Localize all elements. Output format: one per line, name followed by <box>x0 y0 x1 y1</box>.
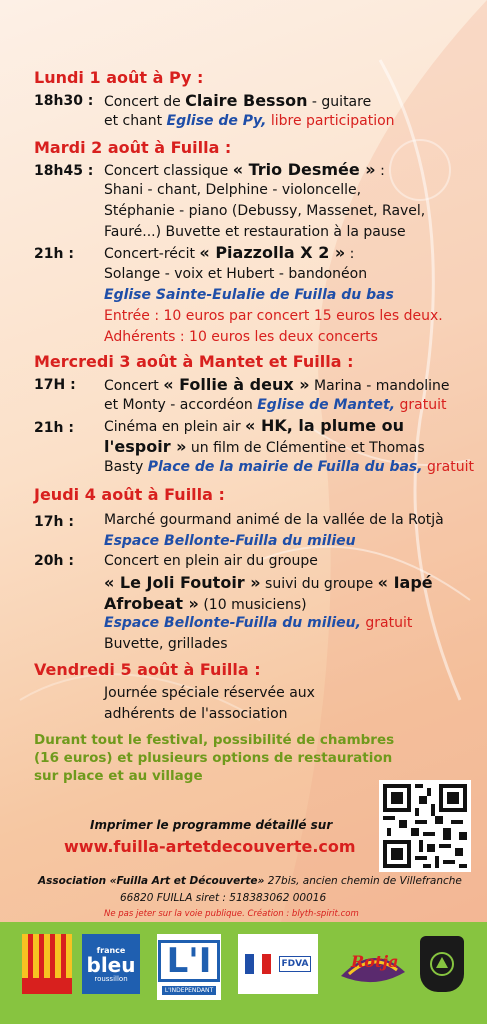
day-3-title: Mercredi 3 août à Mantet et Fuilla : <box>34 352 354 371</box>
sponsor-logo-shield <box>420 936 464 992</box>
time-17h: 17H : <box>34 377 76 393</box>
day-5-title: Vendredi 5 août à Fuilla : <box>34 660 261 679</box>
event-line: Espace Bellonte-Fuilla du milieu, gratuit <box>104 615 413 631</box>
shield-icon <box>427 949 457 979</box>
day-1-title: Lundi 1 août à Py : <box>34 68 204 87</box>
sponsor-logo-region <box>22 934 72 994</box>
print-label: Imprimer le programme détaillé sur <box>90 818 333 832</box>
event-line: Basty Place de la mairie de Fuilla du bas, gratuit <box>104 459 474 475</box>
event-venue: Eglise Sainte-Eulalie de Fuilla du bas <box>104 287 394 303</box>
event-line: Concert de Claire Besson - guitare <box>104 91 372 110</box>
french-flag-icon <box>245 954 271 974</box>
event-line: Afrobeat » (10 musiciens) <box>104 594 307 613</box>
event-line: Concert « Follie à deux » Marina - mandoline <box>104 375 450 394</box>
event-line: Marché gourmand animé de la vallée de la Rotjà <box>104 512 444 528</box>
event-line: Solange - voix et Hubert - bandonéon <box>104 266 368 282</box>
event-venue: Espace Bellonte-Fuilla du milieu <box>104 533 356 549</box>
event-line: l'espoir » un film de Clémentine et Thomas <box>104 437 425 456</box>
sponsor-logo-rotja: Rotja <box>335 936 411 992</box>
time-20h: 20h : <box>34 553 74 569</box>
qr-code[interactable] <box>379 780 471 872</box>
event-line: Cinéma en plein air « HK, la plume ou <box>104 416 405 435</box>
sponsor-logo-france-bleu: france bleu roussillon <box>82 934 140 994</box>
event-line: et Monty - accordéon Eglise de Mantet, gratuit <box>104 397 447 413</box>
time-21h: 21h : <box>34 420 74 436</box>
website-link[interactable]: www.fuilla-artetdecouverte.com <box>64 837 356 856</box>
event-line: Shani - chant, Delphine - violoncelle, <box>104 182 362 198</box>
association-siret: 66820 FUILLA siret : 518383062 00016 <box>120 892 327 904</box>
festival-note-line: (16 euros) et plusieurs options de restauration <box>34 750 393 766</box>
time-21h: 21h : <box>34 246 74 262</box>
event-line: Concert-récit « Piazzolla X 2 » : <box>104 243 355 262</box>
event-line: Fauré...) Buvette et restauration à la pause <box>104 224 406 240</box>
event-price: Adhérents : 10 euros les deux concerts <box>104 329 378 345</box>
sponsor-footer <box>0 922 487 1024</box>
sponsor-logo-fdva: FDVA <box>238 934 318 994</box>
festival-note-line: sur place et au village <box>34 768 203 784</box>
time-18h30: 18h30 : <box>34 93 94 109</box>
event-line: et chant Eglise de Py, libre participation <box>104 113 395 129</box>
event-line: adhérents de l'association <box>104 706 288 722</box>
time-17h: 17h : <box>34 514 74 530</box>
qr-code-icon <box>379 780 471 872</box>
time-18h45: 18h45 : <box>34 163 94 179</box>
day-2-title: Mardi 2 août à Fuilla : <box>34 138 232 157</box>
region-flag-icon <box>22 934 72 994</box>
sponsor-logo-lindependant: L'I L'INDEPENDANT <box>157 934 221 1000</box>
festival-note-line: Durant tout le festival, possibilité de chambres <box>34 732 395 748</box>
event-price: Entrée : 10 euros par concert 15 euros les deux. <box>104 308 443 324</box>
event-line: Concert classique « Trio Desmée » : <box>104 160 385 179</box>
event-line: Stéphanie - piano (Debussy, Massenet, Ravel, <box>104 203 426 219</box>
event-line: Concert en plein air du groupe <box>104 553 318 569</box>
association-line: Association «Fuilla Art et Découverte» 27bis, ancien chemin de Villefranche <box>38 875 462 887</box>
event-line: Buvette, grillades <box>104 636 228 652</box>
day-4-title: Jeudi 4 août à Fuilla : <box>34 485 225 504</box>
event-line: Journée spéciale réservée aux <box>104 685 315 701</box>
disclaimer: Ne pas jeter sur la voie publique. Création : blyth-spirit.com <box>104 909 359 919</box>
event-line: « Le Joli Foutoir » suivi du groupe « Iapé <box>104 573 433 592</box>
